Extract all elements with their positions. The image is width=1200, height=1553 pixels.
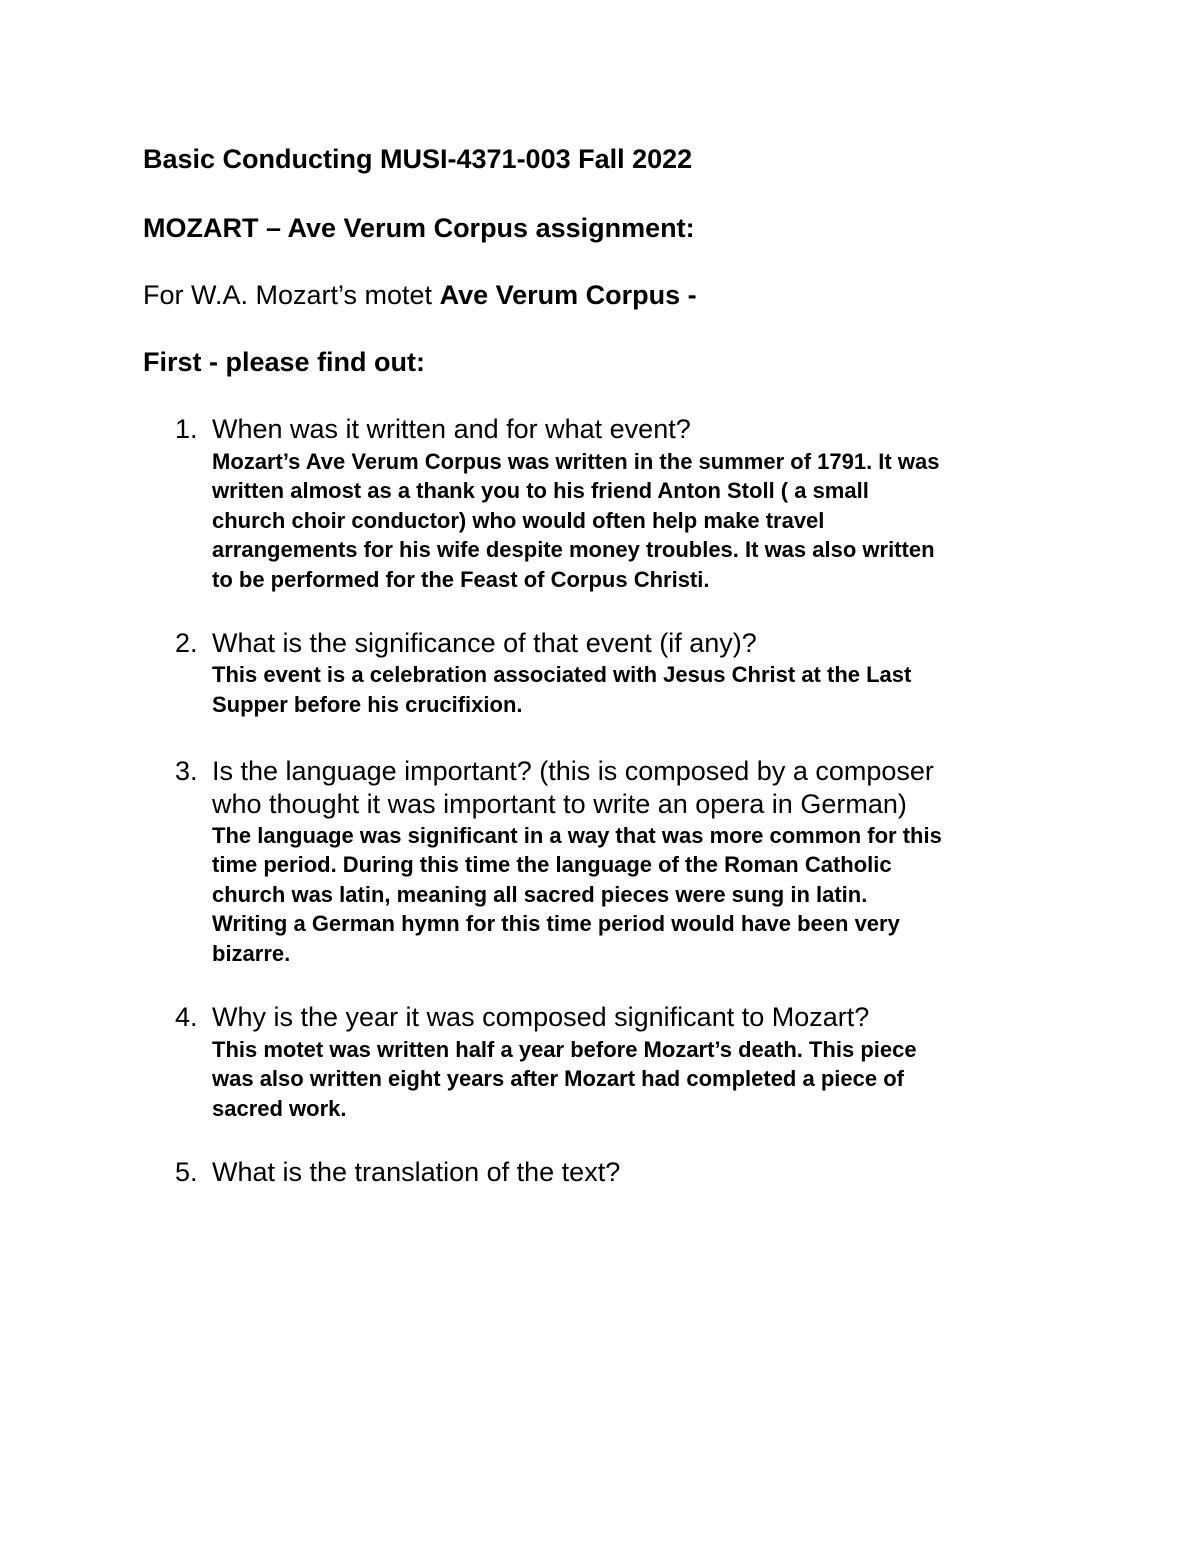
answer-1-line-2: written almost as a thank you to his friend Anton Stoll ( a small (212, 478, 869, 503)
answer-3-line-3: church was latin, meaning all sacred pieces were sung in latin. (212, 882, 868, 907)
question-4 (175, 1002, 869, 1033)
answer-1-line-3: church choir conductor) who would often help make travel (212, 508, 825, 533)
question-number: 2. (175, 628, 198, 658)
answer-4-line-2: was also written eight years after Mozart had completed a piece of (212, 1066, 904, 1091)
question-text: What is the significance of that event (if any)? (212, 628, 757, 658)
question-text: When was it written and for what event? (212, 414, 691, 444)
question-3-continuation: who thought it was important to write an opera in German) (212, 789, 907, 819)
answer-4-line-3: sacred work. (212, 1096, 347, 1121)
question-5 (175, 1157, 620, 1188)
question-number: 5. (175, 1157, 198, 1187)
question-number: 1. (175, 414, 198, 444)
intro-prefix: For W.A. Mozart’s motet (143, 280, 440, 310)
answer-2-line-1: This event is a celebration associated with Jesus Christ at the Last (212, 662, 912, 687)
answer-4-line-1: This motet was written half a year before Mozart’s death. This piece (212, 1037, 917, 1062)
answer-3-line-5: bizarre. (212, 941, 291, 966)
prompt-heading: First - please find out: (143, 347, 426, 377)
intro-line (143, 279, 697, 311)
answer-3-line-4: Writing a German hymn for this time period would have been very (212, 911, 900, 936)
question-3 (175, 756, 934, 787)
question-1 (175, 414, 691, 445)
question-text: What is the translation of the text? (212, 1157, 621, 1187)
answer-3-line-1: The language was significant in a way that was more common for this (212, 823, 942, 848)
intro-piece-title: Ave Verum Corpus - (439, 280, 697, 310)
question-2 (175, 628, 757, 659)
course-heading: Basic Conducting MUSI-4371-003 Fall 2022 (143, 144, 693, 174)
answer-3-line-2: time period. During this time the language of the Roman Catholic (212, 852, 892, 877)
question-text: Why is the year it was composed significant to Mozart? (212, 1002, 870, 1032)
question-number: 4. (175, 1002, 198, 1032)
answer-1-line-1: Mozart’s Ave Verum Corpus was written in the summer of 1791. It was (212, 449, 940, 474)
answer-2-line-2: Supper before his crucifixion. (212, 692, 523, 717)
question-text: Is the language important? (this is composed by a composer (212, 756, 934, 786)
question-number: 3. (175, 756, 198, 786)
answer-1-line-5: to be performed for the Feast of Corpus Christi. (212, 567, 710, 592)
answer-1-line-4: arrangements for his wife despite money troubles. It was also written (212, 537, 935, 562)
assignment-title: MOZART – Ave Verum Corpus assignment: (143, 213, 695, 243)
